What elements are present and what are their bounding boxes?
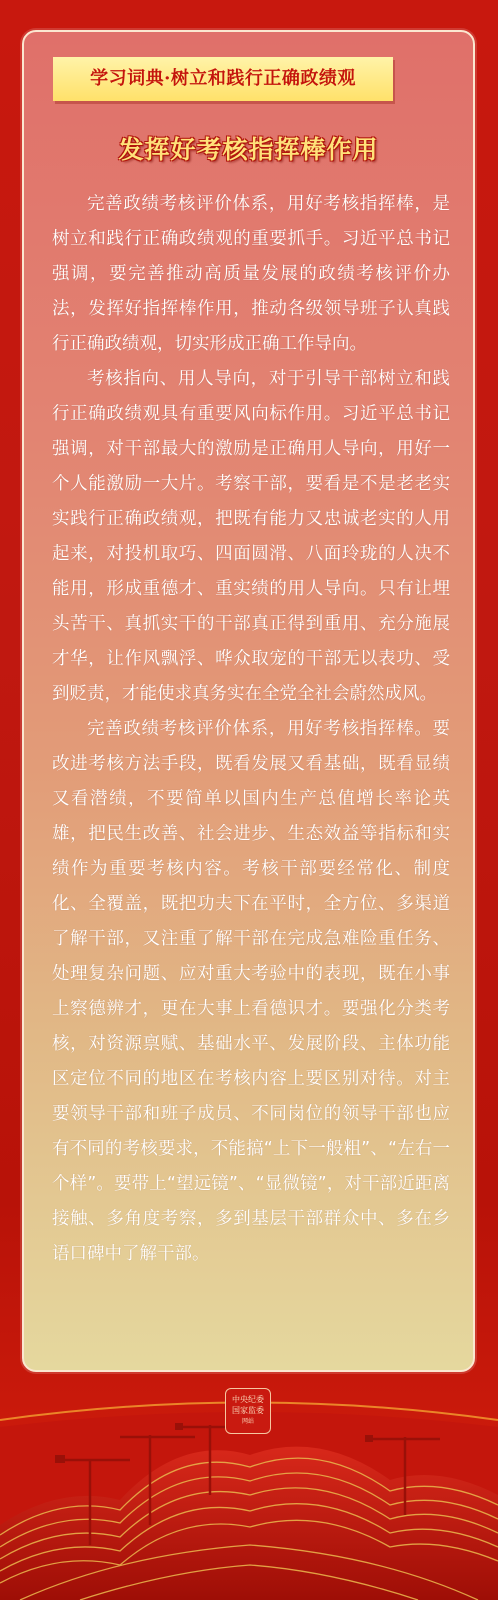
- paragraph: 完善政绩考核评价体系，用好考核指挥棒。要改进考核方法手段，既看发展又看基础，既看显绩又看潜绩，不要简单以国内生产总值增长率论英雄，把民生改善、社会进步、生态效益等指标和实绩作为重要考核内容。考核干部要经常化、制度化、全覆盖，既把功夫下在平时，全方位、多渠道了解干部，又注重了解干部在完成急难险重任务、处理复杂问题、应对重大考验中的表现，既在小事上察德辨才，更在大事上看德识才。要强化分类考核，对资源禀赋、基础水平、发展阶段、主体功能区定位不同的地区在考核内容上要区别对待。对主要领导干部和班子成员、不同岗位的领导干部也应有不同的考核要求，不能搞“上下一般粗”、“左右一个样”。要带上“望远镜”、“显微镜”，对干部近距离接触、多角度考察，多到基层干部群众中、多在乡语口碑中了解干部。: [52, 719, 450, 1264]
- paragraph: 考核指向、用人导向，对于引导干部树立和践行正确政绩观具有重要风向标作用。习近平总书记强调，对干部最大的激励是正确用人导向，用好一个人能激励一大片。考察干部，要看是不是老老实实践行正确政绩观，把既有能力又忠诚老实的人用起来，对投机取巧、四面圆滑、八面玲珑的人决不能用，形成重德才、重实绩的用人导向。只有让埋头苦干、真抓实干的干部真正得到重用、充分施展才华，让作风飘浮、哗众取宠的干部无以表功、受到贬责，才能使求真务实在全党全社会蔚然成风。: [52, 369, 450, 704]
- footer-decoration: [0, 1375, 498, 1600]
- site-logo: 中央纪委 国家监委 网站: [225, 1388, 271, 1434]
- paragraph: 完善政绩考核评价体系，用好考核指挥棒，是树立和践行正确政绩观的重要抓手。习近平总书记强调，要完善推动高质量发展的政绩考核评价办法，发挥好指挥棒作用，推动各级领导班子认真践行正确政绩观，切实形成正确工作导向。: [52, 194, 450, 354]
- article-card: [22, 30, 475, 1372]
- article-title: 发挥好考核指挥棒作用: [118, 135, 379, 164]
- section-tag: 学习词典·树立和践行正确政绩观: [53, 57, 393, 101]
- article-body: [52, 187, 450, 1272]
